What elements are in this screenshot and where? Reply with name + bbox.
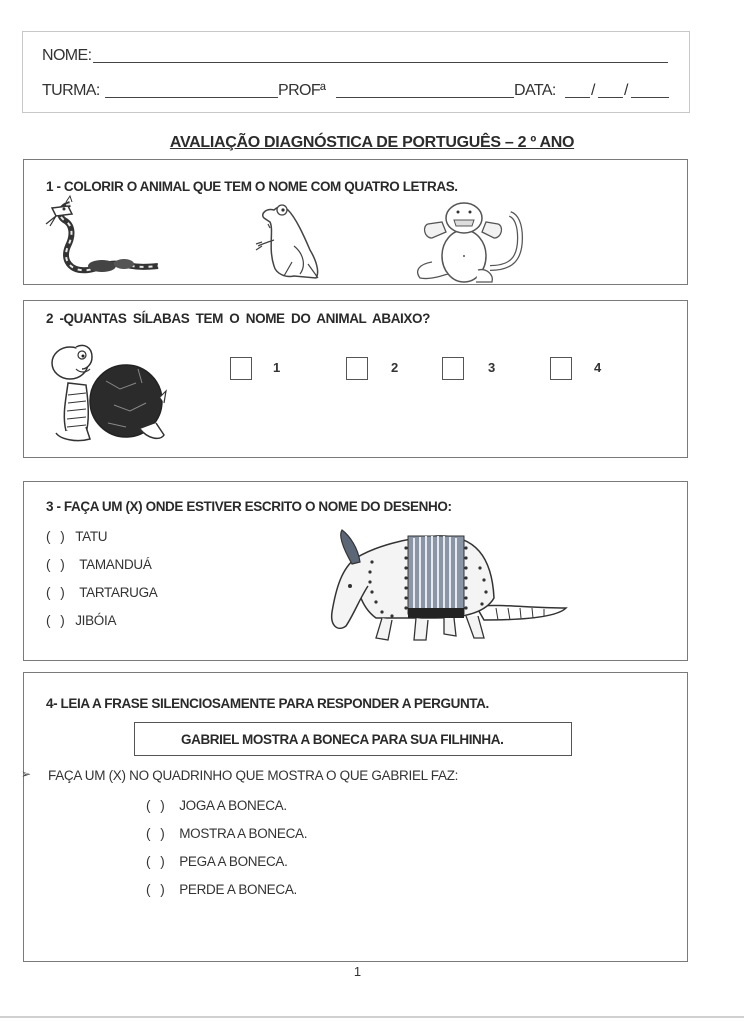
question-4-box [23,672,688,962]
question-1-box [23,159,688,285]
sentence-text: GABRIEL MOSTRA A BONECA PARA SUA FILHINHA. [181,732,504,747]
question-2-box [23,300,688,458]
answer-parentheses[interactable]: ( ) [146,882,165,897]
syllables-checkbox-1[interactable] [230,357,252,380]
answer-parentheses[interactable]: ( ) [146,798,165,813]
option-jiboia[interactable]: ( ) JIBÓIA [46,613,117,628]
arrow-bullet-icon: ➢ [21,767,32,781]
answer-parentheses[interactable]: ( ) [146,826,165,841]
sentence-box [134,722,572,756]
syllables-option-2-label: 2 [391,360,399,375]
answer-parentheses[interactable]: ( ) [46,529,65,544]
option-tatu[interactable]: ( ) TATU [46,529,108,544]
armadillo-drawing [316,528,576,648]
syllables-checkbox-3[interactable] [442,357,464,380]
question-4-instruction: FAÇA UM (X) NO QUADRINHO QUE MOSTRA O QUE GABRIEL FAZ: [48,768,459,783]
class-field[interactable] [105,97,278,98]
class-label: TURMA: [42,82,100,99]
page-edge-divider [0,1016,744,1018]
snake-drawing[interactable] [42,194,162,282]
monkey-drawing[interactable] [402,198,527,286]
syllables-checkbox-4[interactable] [550,357,572,380]
option-joga-a-boneca[interactable]: ( ) JOGA A BONECA. [146,798,287,813]
option-tamandua[interactable]: ( ) TAMANDUÁ [46,557,152,572]
date-label: DATA: [514,82,556,99]
answer-parentheses[interactable]: ( ) [146,854,165,869]
answer-parentheses[interactable]: ( ) [46,557,65,572]
syllables-option-1-label: 1 [273,360,281,375]
syllables-option-3-label: 3 [488,360,496,375]
answer-parentheses[interactable]: ( ) [46,613,65,628]
page-number: 1 [353,964,362,979]
turtle-drawing[interactable] [46,339,171,449]
date-month-field[interactable] [598,97,623,98]
option-tartaruga[interactable]: ( ) TARTARUGA [46,585,158,600]
date-separator: / [624,82,628,99]
student-info-box [22,31,690,113]
date-separator: / [591,82,595,99]
teacher-label: PROFª [278,82,326,99]
answer-parentheses[interactable]: ( ) [46,585,65,600]
frog-drawing[interactable] [254,200,329,282]
syllables-option-4-label: 4 [594,360,602,375]
page-title: AVALIAÇÃO DIAGNÓSTICA DE PORTUGUÊS – 2 º ANO [169,134,575,151]
teacher-field[interactable] [336,97,514,98]
option-mostra-a-boneca[interactable]: ( ) MOSTRA A BONECA. [146,826,308,841]
date-year-field[interactable] [631,97,669,98]
question-4-title: 4- LEIA A FRASE SILENCIOSAMENTE PARA RESPONDER A PERGUNTA. [46,696,489,711]
name-label: NOME: [42,47,92,64]
option-pega-a-boneca[interactable]: ( ) PEGA A BONECA. [146,854,288,869]
option-perde-a-boneca[interactable]: ( ) PERDE A BONECA. [146,882,297,897]
syllables-checkbox-2[interactable] [346,357,368,380]
question-3-box [23,481,688,661]
date-day-field[interactable] [565,97,590,98]
question-1-title: 1 - COLORIR O ANIMAL QUE TEM O NOME COM QUATRO LETRAS. [46,179,458,194]
name-field[interactable] [93,62,668,63]
question-3-title: 3 - FAÇA UM (X) ONDE ESTIVER ESCRITO O NOME DO DESENHO: [46,499,452,514]
question-2-title: 2 -QUANTAS SÍLABAS TEM O NOME DO ANIMAL ABAIXO? [46,311,430,326]
